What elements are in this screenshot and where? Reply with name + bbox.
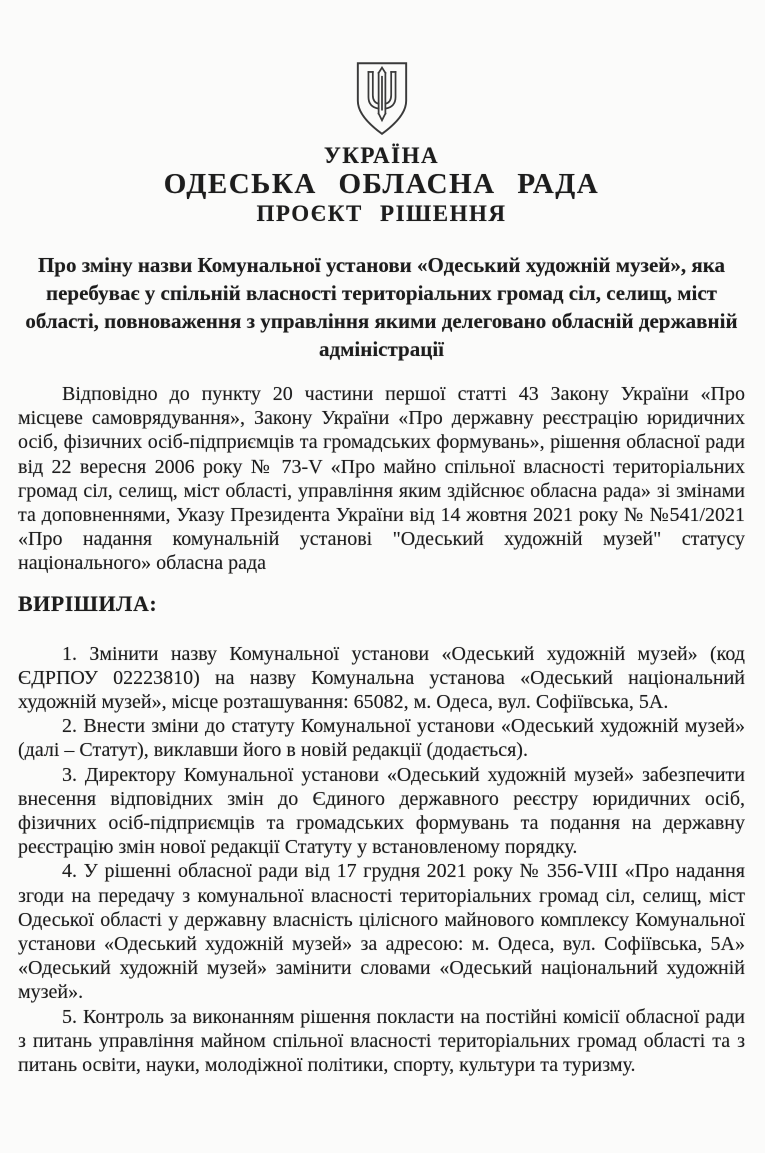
document-type-label: ПРОЄКТ РІШЕННЯ [256, 201, 507, 226]
resolution-heading: ВИРІШИЛА: [18, 590, 158, 616]
resolution-item-3: 3. Директору Комунальної установи «Одеський художній музей» забезпечити внесення відповідних змін до Єдиного державного реєстру юридичних осіб, фізичних осіб-підприємців та громадських формувань та подання на державну реєстрацію змін нової редакції Статуту у встановленому порядку. [18, 763, 745, 859]
council-name: ОДЕСЬКА ОБЛАСНА РАДА [163, 168, 600, 200]
resolution-item-4: 4. У рішенні обласної ради від 17 грудня 2021 року № 356-VIII «Про надання згоди на передачу з комунальної власності територіальних громад сіл, селищ, міст Одеської області у державну власність цілісного майнового комплексу Комунальної установи «Одеський художній музей» за адресою: м. Одеса, вул. Софіївська, 5А» «Одеський художній музей» замінити словами «Одеський національний художній музей». [18, 860, 745, 1004]
decision-title: Про зміну назви Комунальної установи «Одеський художній музей», яка перебуває у спільній власності територіальних громад сіл, селищ, міст області, повноваження з управління якими делеговано обласній державній адміністрації [25, 253, 738, 361]
resolution-item-5: 5. Контроль за виконанням рішення покласти на постійні комісії обласної ради з питань управління майном спільної власності територіальних громад області та з питань освіти, науки, молодіжної політики, спорту, культури та туризму. [18, 1005, 745, 1077]
resolution-items [18, 642, 745, 1078]
ukraine-coat-of-arms [18, 60, 745, 140]
preamble-paragraph: Відповідно до пункту 20 частини першої статті 43 Закону України «Про місцеве самоврядування», Закону України «Про державну реєстрацію юридичних осіб, фізичних осіб-підприємців та громадських формувань», рішення обласної ради від 22 вересня 2006 року № 73-V «Про майно спільної власності територіальних громад сіл, селищ, міст області, управління яким здійснює обласна рада» зі змінами та доповненнями, Указу Президента України від 14 жовтня 2021 року № №541/2021 «Про надання комунальній установі "Одеський художній музей" статусу національного» обласна рада [18, 383, 745, 575]
resolution-item-1: 1. Змінити назву Комунальної установи «Одеський художній музей» (код ЄДРПОУ 02223810) на назву Комунальна установа «Одеський національний художній музей», місце розташування: 65082, м. Одеса, вул. Софіївська, 5А. [18, 642, 745, 714]
country-name: УКРАЇНА [323, 143, 440, 168]
resolution-item-2: 2. Внести зміни до статуту Комунальної установи «Одеський художній музей» (далі – Статут), виклавши його в новій редакції (додається). [18, 715, 745, 762]
trident-shield-icon [353, 60, 411, 138]
